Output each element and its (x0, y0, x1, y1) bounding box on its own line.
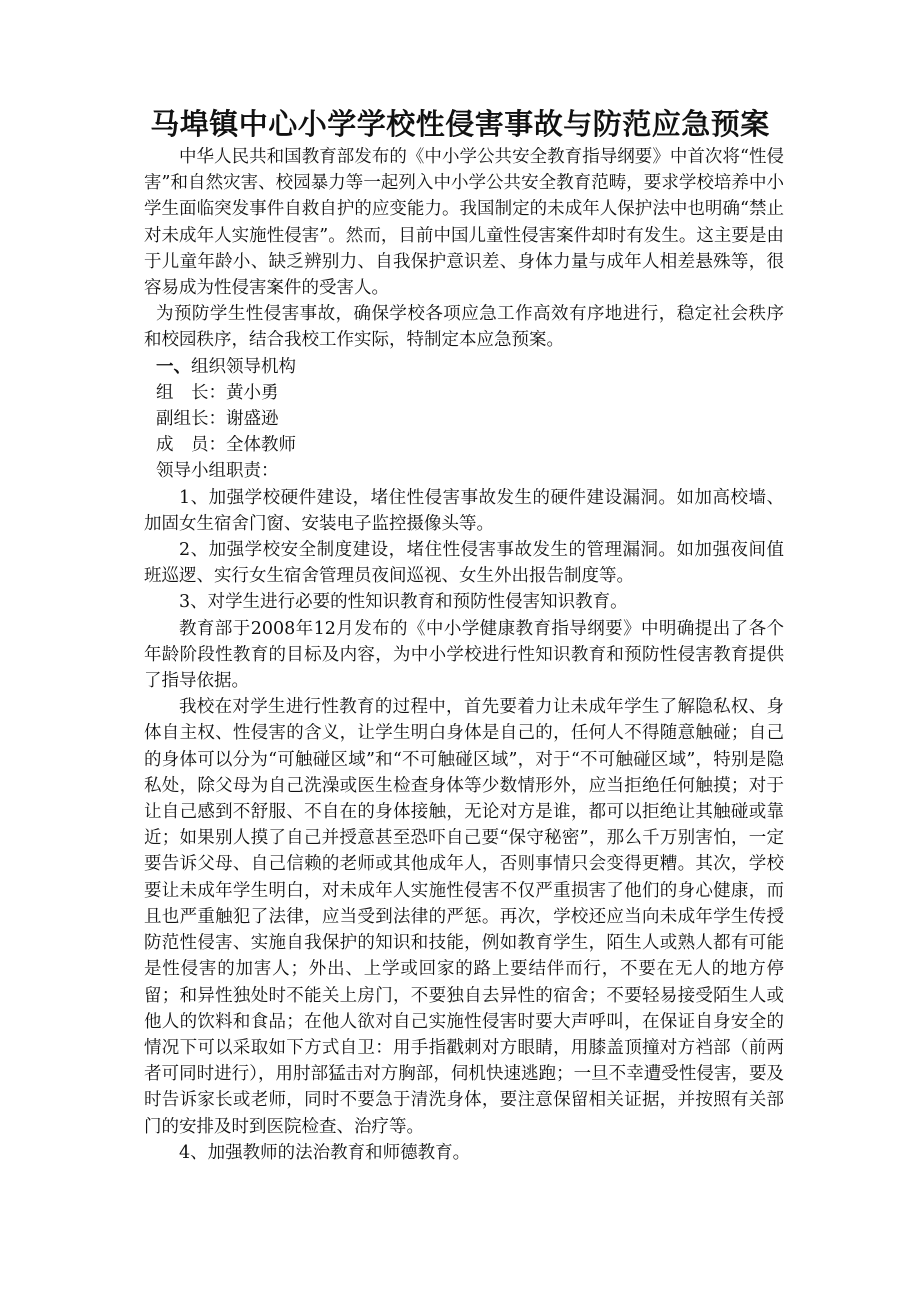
duty-3-paragraph-1: 教育部于2008年12月发布的《中小学健康教育指导纲要》中明确提出了各个年龄阶段性教育的目标及内容，为中小学校进行性知识教育和预防性侵害教育提供了指导依据。 (144, 618, 784, 692)
duty-4: 4、加强教师的法治教育和师德教育。 (179, 1142, 471, 1163)
leader-line: 组 长：黄小勇 (156, 382, 279, 403)
document-body (144, 144, 784, 1166)
duties-heading: 领导小组职责： (156, 461, 279, 482)
intro-paragraph-1: 中华人民共和国教育部发布的《中小学公共安全教育指导纲要》中首次将“性侵害”和自然灾害、校园暴力等一起列入中小学公共安全教育范畴，要求学校培养中小学生面临突发事件自救自护的应变能力。我国制定的未成年人保护法中也明确“禁止对未成年人实施性侵害”。然而，目前中国儿童性侵害案件却时有发生。这主要是由于儿童年龄小、缺乏辨别力、自我保护意识差、身体力量与成年人相差悬殊等，很容易成为性侵害案件的受害人。 (144, 147, 784, 299)
document-title: 马埠镇中心小学学校性侵害事故与防范应急预案 (150, 107, 770, 141)
intro-paragraph-2: 为预防学生性侵害事故，确保学校各项应急工作高效有序地进行，稳定社会秩序和校园秩序，结合我校工作实际，特制定本应急预案。 (144, 304, 784, 351)
section-1-heading (144, 354, 784, 380)
section-1-heading-number: 一、 (156, 356, 191, 377)
duty-2: 2、加强学校安全制度建设，堵住性侵害事故发生的管理漏洞。如加强夜间值班巡逻、实行女生宿舍管理员夜间巡视、女生外出报告制度等。 (144, 540, 784, 587)
section-1-heading-text: 组织领导机构 (191, 356, 296, 377)
duty-1: 1、加强学校硬件建设，堵住性侵害事故发生的硬件建设漏洞。如加高校墙、加固女生宿舍门窗、安装电子监控摄像头等。 (144, 487, 784, 534)
duty-3: 3、对学生进行必要的性知识教育和预防性侵害知识教育。 (179, 592, 628, 613)
deputy-leader-line: 副组长：谢盛逊 (156, 409, 279, 430)
duty-3-paragraph-2: 我校在对学生进行性教育的过程中，首先要着力让未成年学生了解隐私权、身体自主权、性侵害的含义，让学生明白身体是自己的，任何人不得随意触碰；自己的身体可以分为“可触碰区域”和“不可触碰区域”，对于“不可触碰区域”，特别是隐私处，除父母为自己洗澡或医生检查身体等少数情形外，应当拒绝任何触摸；对于让自己感到不舒服、不自在的身体接触，无论对方是谁，都可以拒绝让其触碰或靠近；如果别人摸了自己并授意甚至恐吓自己要“保守秘密”，那么千万别害怕，一定要告诉父母、自己信赖的老师或其他成年人，否则事情只会变得更糟。其次，学校要让未成年学生明白，对未成年人实施性侵害不仅严重损害了他们的身心健康，而且也严重触犯了法律，应当受到法律的严惩。再次，学校还应当向未成年学生传授防范性侵害、实施自我保护的知识和技能，例如教育学生，陌生人或熟人都有可能是性侵害的加害人；外出、上学或回家的路上要结伴而行，不要在无人的地方停留；和异性独处时不能关上房门，不要独自去异性的宿舍；不要轻易接受陌生人或他人的饮料和食品；在他人欲对自己实施性侵害时要大声呼叫，在保证自身安全的情况下可以采取如下方式自卫：用手指戳刺对方眼睛，用膝盖顶撞对方裆部（前两者可同时进行），用肘部猛击对方胸部，伺机快速逃跑；一旦不幸遭受性侵害，要及时告诉家长或老师，同时不要急于清洗身体，要注意保留相关证据，并按照有关部门的安排及时到医院检查、治疗等。 (144, 697, 784, 1137)
members-line: 成 员：全体教师 (156, 435, 296, 456)
